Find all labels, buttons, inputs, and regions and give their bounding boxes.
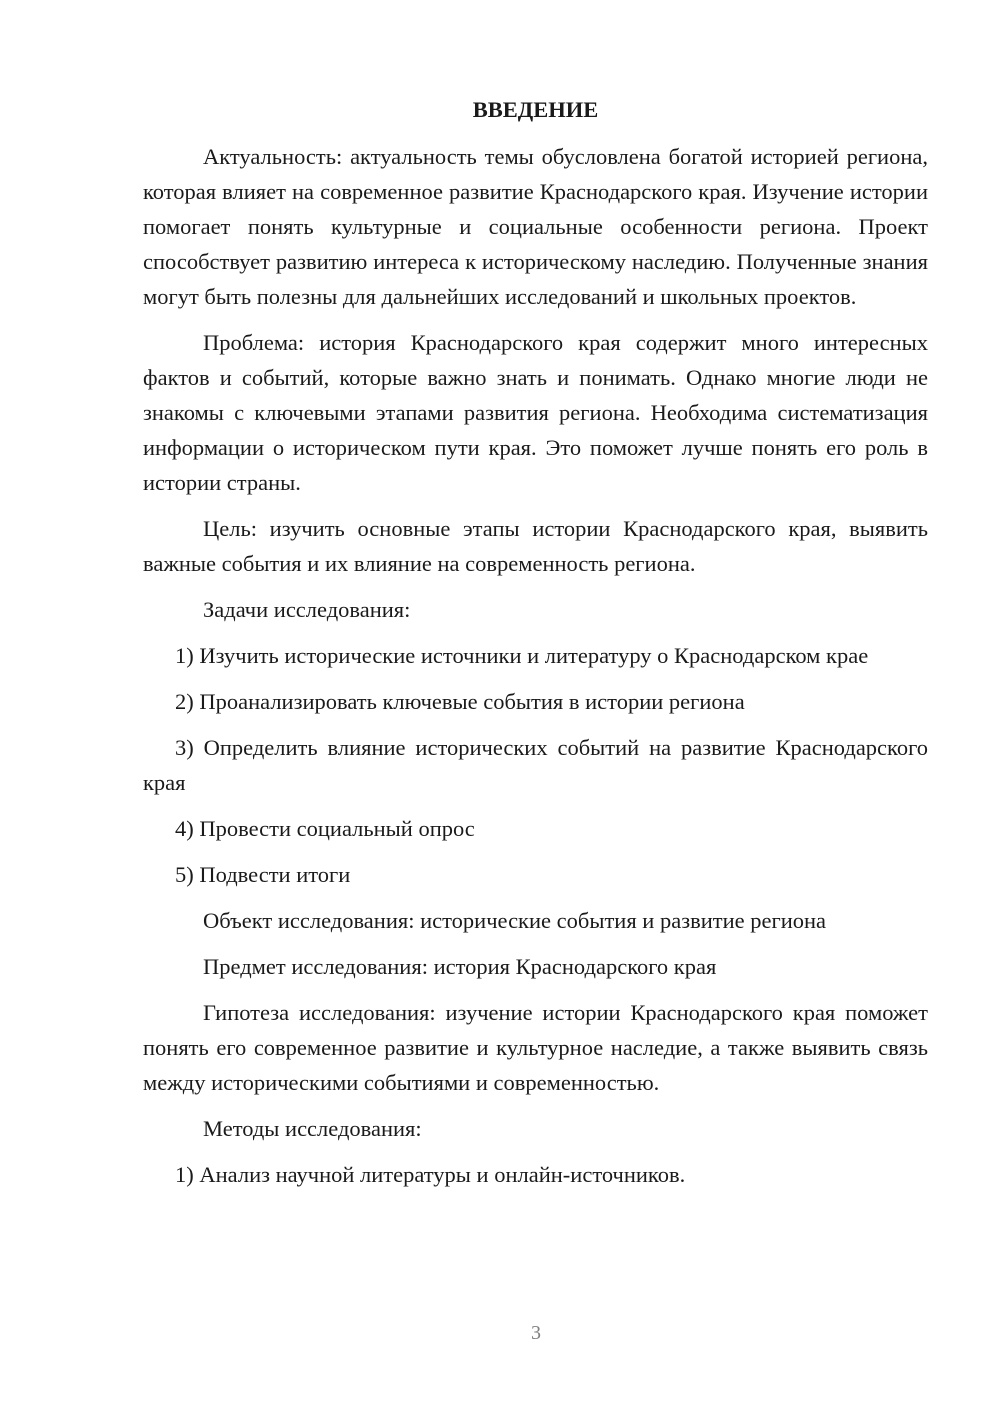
document-page [143,92,928,1203]
task-item-2: 2) Проанализировать ключевые события в истории региона [175,689,745,714]
paragraph-goal: Цель: изучить основные этапы истории Краснодарского края, выявить важные события и их влияние на современность региона. [143,516,928,576]
paragraph-problem: Проблема: история Краснодарского края содержит много интересных фактов и событий, которые важно знать и понимать. Однако многие люди не знакомы с ключевыми этапами развития региона. Необходима систематизация информации о историческом пути края. Это поможет лучше понять его роль в истории страны. [143,330,928,495]
paragraph-tasks-title: Задачи исследования: [203,597,411,622]
method-item-1: 1) Анализ научной литературы и онлайн-источников. [175,1162,686,1187]
paragraph-methods-title: Методы исследования: [203,1116,422,1141]
paragraph-object: Объект исследования: исторические события и развитие региона [203,908,827,933]
task-item-4: 4) Провести социальный опрос [175,816,475,841]
paragraph-subject: Предмет исследования: история Краснодарского края [203,954,717,979]
section-heading: ВВЕДЕНИЕ [472,97,599,122]
paragraph-hypothesis: Гипотеза исследования: изучение истории Краснодарского края поможет понять его современное развитие и культурное наследие, а также выявить связь между историческими событиями и современностью. [143,1000,928,1095]
paragraph-relevance: Актуальность: актуальность темы обусловлена богатой историей региона, которая влияет на современное развитие Краснодарского края. Изучение истории помогает понять культурные и социальные особенности региона. Проект способствует развитию интереса к историческому наследию. Полученные знания могут быть полезны для дальнейших исследований и школьных проектов. [143,144,928,309]
page-number: 3 [531,1322,541,1344]
task-item-5: 5) Подвести итоги [175,862,351,887]
task-item-3: 3) Определить влияние исторических событий на развитие Краснодарского края [143,735,928,795]
task-item-1: 1) Изучить исторические источники и литературу о Краснодарском крае [175,643,869,668]
